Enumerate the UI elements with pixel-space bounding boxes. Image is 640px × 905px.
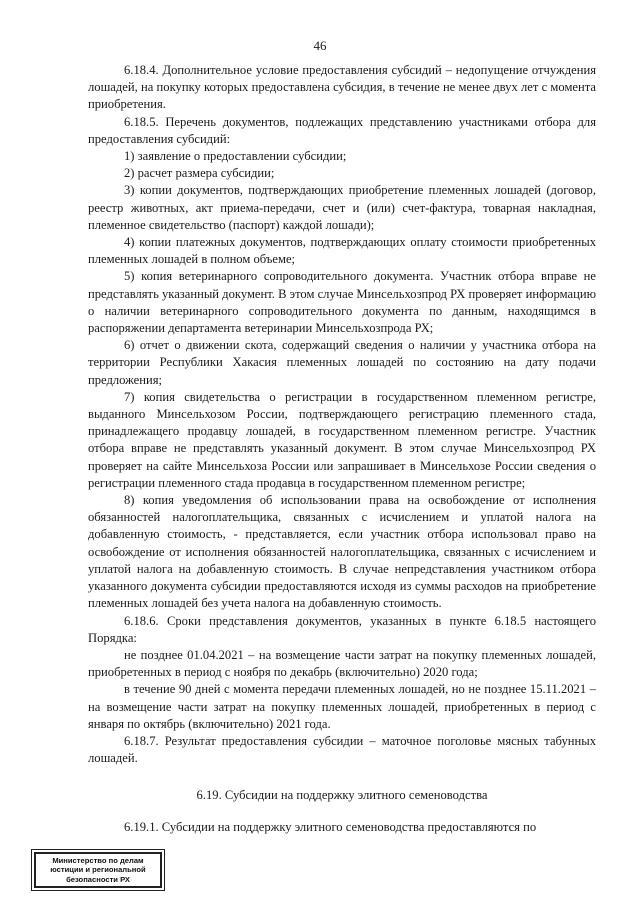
list-item-2: 2) расчет размера субсидии; [124, 166, 275, 181]
list-item-1: 1) заявление о предоставлении субсидии; [124, 149, 347, 164]
deadline-item-1: не позднее 01.04.2021 – на возмещение части затрат на покупку племенных лошадей, приобретенных в период с ноября по декабрь (включительно) 2020 года; [88, 647, 596, 680]
stamp-line-2: юстиции и региональной [50, 865, 146, 875]
paragraph-6-18-7: 6.18.7. Результат предоставления субсидии – маточное поголовье мясных табунных лошадей. [88, 733, 596, 766]
deadline-item-2: в течение 90 дней с момента передачи племенных лошадей, но не позднее 15.11.2021 – на возмещение части затрат на покупку племенных лошадей, приобретенных в период с января по октябрь (включительно) 2021 года. [88, 682, 596, 731]
paragraph-6-18-6: 6.18.6. Сроки представления документов, указанных в пункте 6.18.5 настоящего Порядка: [88, 613, 596, 645]
list-item-8: 8) копия уведомления об использовании права на освобождение от исполнения обязанностей налогоплательщика, связанных с исчислением и уплатой налога на добавленную стоимость, - представляется, если участник отбора использовал право на освобождение от исполнения обязанностей налогоплательщика, связанных с исчислением и уплатой налога на добавленную стоимость. В случае непредставления участником отбора указанного документа субсидии предоставляются исходя из суммы расходов на приобретение племенных лошадей без учета налога на добавленную стоимость. [88, 493, 596, 611]
list-item-4: 4) копии платежных документов, подтверждающих оплату стоимости приобретенных племенных лошадей в полном объеме; [88, 235, 596, 267]
paragraph-6-18-5: 6.18.5. Перечень документов, подлежащих представлению участниками отбора для предоставления субсидий: [88, 114, 596, 146]
paragraph-6-19-1: 6.19.1. Субсидии на поддержку элитного семеноводства предоставляются по [124, 819, 537, 834]
stamp-line-1: Министерство по делам [52, 856, 144, 865]
ministry-stamp [34, 852, 162, 888]
list-item-5: 5) копия ветеринарного сопроводительного документа. Участник отбора вправе не представлять указанный документ. В этом случае Минсельхозпрод РХ проверяет информацию о наличии ветеринарного сопроводительного документа по данным, находящимся в распоряжении департамента ветеринарии Минсельхозпрода РХ; [88, 269, 596, 336]
section-heading: 6.19. Субсидии на поддержку элитного семеноводства [196, 788, 488, 803]
document-body [88, 62, 596, 836]
list-item-7: 7) копия свидетельства о регистрации в государственном племенном регистре, выданного Минсельхозом России, подтверждающего регистрацию племенного стада, принадлежащего продавцу лошадей, в государственном племенном регистре. Участник отбора вправе не представлять указанный документ. В этом случае Минсельхозпрод РХ проверяет на сайте Минсельхоза России или запрашивает в Минсельхозе России сведения о регистрации племенного стада продавца в государственном племенном регистре; [88, 389, 596, 490]
list-item-3: 3) копии документов, подтверждающих приобретение племенных лошадей (договор, реестр животных, акт приема-передачи, счет и (или) счет-фактура, товарная накладная, племенное свидетельство (паспорт) каждой лошади); [88, 183, 596, 232]
page-number: 46 [313, 38, 327, 53]
stamp-line-3: безопасности РХ [66, 874, 130, 884]
paragraph-6-18-4: 6.18.4. Дополнительное условие предоставления субсидий – недопущение отчуждения лошадей, на покупку которых предоставлена субсидия, в течение не менее двух лет с момента приобретения. [88, 63, 596, 112]
list-item-6: 6) отчет о движении скота, содержащий сведения о наличии у участника отбора на территории Республики Хакасия племенных лошадей по состоянию на дату подачи предложения; [88, 338, 596, 387]
